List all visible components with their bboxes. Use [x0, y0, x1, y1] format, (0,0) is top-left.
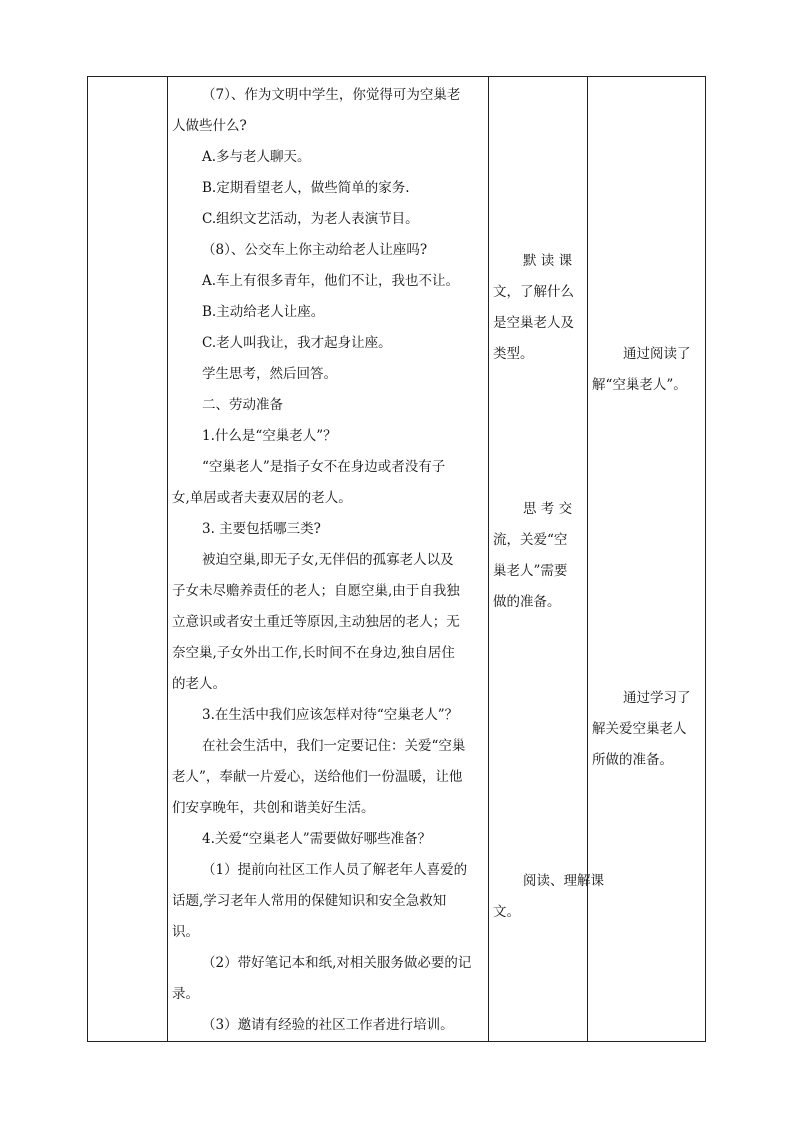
- design-intent-line: 解“空巢老人”。: [592, 376, 687, 393]
- column-divider: [488, 76, 489, 1042]
- table-cell-design-intent: [592, 76, 704, 1042]
- design-intent-line: 通过学习了: [623, 689, 691, 706]
- lesson-line: 学生思考，然后回答。: [202, 366, 337, 382]
- lesson-line: B.定期看望老人，做些简单的家务.: [202, 180, 410, 196]
- design-intent-line: 所做的准备。: [592, 751, 673, 768]
- lesson-line: 4.关爱“空巢老人”需要做好哪些准备？: [202, 831, 432, 847]
- lesson-line: 女,单居或者夫妻双居的老人。: [172, 490, 352, 506]
- lesson-line: 二、劳动准备: [202, 397, 283, 413]
- lesson-line: 识。: [172, 924, 199, 940]
- student-activity-line: 阅读、理解课: [523, 872, 604, 889]
- lesson-line: （3）邀请有经验的社区工作者进行培训。: [202, 1017, 454, 1033]
- lesson-line: （1）提前向社区工作人员了解老年人喜爱的: [202, 862, 468, 878]
- column-divider: [167, 76, 168, 1042]
- lesson-line: A.车上有很多青年，他们不让，我也不让。: [202, 273, 460, 289]
- student-activity-line: 文。: [493, 903, 520, 920]
- student-activity-line: 默 读 课: [523, 252, 573, 269]
- lesson-line: （8）、公交车上你主动给老人让座吗?: [202, 242, 428, 258]
- table-cell-section: [88, 76, 167, 1042]
- lesson-line: 3.在生活中我们应该怎样对待“空巢老人”？: [202, 707, 459, 723]
- lesson-line: （7）、作为文明中学生，你觉得可为空巢老: [202, 87, 461, 103]
- design-intent-line: 解关爱空巢老人: [592, 720, 687, 737]
- lesson-line: 老人”，奉献一片爱心，送给他们一份温暖，让他: [172, 769, 463, 785]
- student-activity-line: 做的准备。: [493, 593, 561, 610]
- student-activity-line: 文，了解什么: [493, 283, 574, 300]
- lesson-line: 立意识或者安土重迁等原因,主动独居的老人；无: [172, 614, 460, 630]
- table-cell-lesson-content: [172, 76, 484, 1042]
- lesson-line: A.多与老人聊天。: [202, 149, 311, 165]
- lesson-line: 1.什么是“空巢老人”？: [202, 428, 337, 444]
- student-activity-line: 巢老人”需要: [493, 562, 568, 579]
- lesson-line: 的老人。: [172, 676, 226, 692]
- lesson-line: 录。: [172, 986, 199, 1002]
- column-divider: [587, 76, 588, 1042]
- lesson-line: C.老人叫我让，我才起身让座。: [202, 335, 392, 351]
- student-activity-line: 思 考 交: [523, 500, 573, 517]
- student-activity-line: 类型。: [493, 345, 534, 362]
- lesson-line: 被迫空巢,即无子女,无伴侣的孤寡老人以及: [202, 552, 454, 568]
- lesson-line: 子女未尽赡养责任的老人；自愿空巢,由于自我独: [172, 583, 460, 599]
- lesson-line: “空巢老人”是指子女不在身边或者没有子: [202, 459, 446, 475]
- student-activity-line: 是空巢老人及: [493, 314, 574, 331]
- lesson-line: （2）带好笔记本和纸,对相关服务做必要的记: [202, 955, 472, 971]
- lesson-line: 3. 主要包括哪三类?: [202, 521, 321, 537]
- lesson-line: B.主动给老人让座。: [202, 304, 325, 320]
- lesson-line: 话题,学习老年人常用的保健知识和安全急救知: [172, 893, 447, 909]
- table-cell-student-activity: [493, 76, 604, 1042]
- lesson-line: 奈空巢,子女外出工作,长时间不在身边,独自居住: [172, 645, 455, 661]
- lesson-line: 人做些什么?: [172, 118, 247, 134]
- lesson-line: 在社会生活中，我们一定要记住：关爱“空巢: [202, 738, 466, 754]
- design-intent-line: 通过阅读了: [623, 345, 691, 362]
- lesson-line: C.组织文艺活动，为老人表演节目。: [202, 211, 419, 227]
- lesson-line: 们安享晚年，共创和谐美好生活。: [172, 800, 375, 816]
- student-activity-line: 流，关爱“空: [493, 531, 568, 548]
